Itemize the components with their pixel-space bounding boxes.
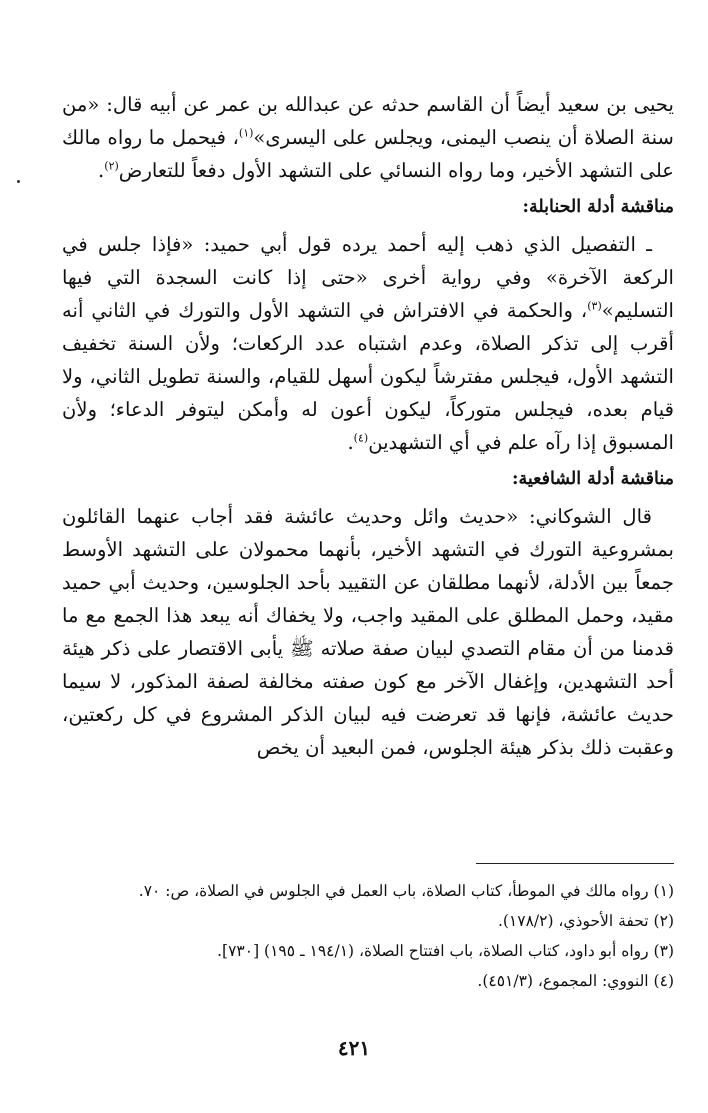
- footnote-number: (١): [653, 882, 674, 900]
- paragraph-1-text: يحيى بن سعيد أيضاً أن القاسم حدثه عن عبدالله بن عمر عن أبيه قال: «من سنة الصلاة أن ينصب اليمنى، ويجلس على اليسرى»: [62, 93, 674, 149]
- footnote-text: تحفة الأحوذي، (١٧٨/٢).: [497, 912, 649, 930]
- footnote-ref-4: (٤): [353, 431, 369, 445]
- footnote-1: [62, 876, 674, 906]
- footnote-text: النووي: المجموع، (٤٥١/٣).: [477, 972, 649, 990]
- paragraph-2: [62, 228, 674, 459]
- footnote-text: رواه أبو داود، كتاب الصلاة، باب افتتاح الصلاة، (١٩٤/١ ـ ١٩٥) [٧٣٠].: [217, 942, 649, 960]
- page-number: ٤٢١: [337, 1036, 371, 1060]
- footnote-4: [62, 966, 674, 996]
- footnote-ref-2: (٢): [104, 159, 119, 173]
- footnote-divider: [476, 863, 674, 864]
- footnote-2: [62, 906, 674, 936]
- section-heading-hanabila: مناقشة أدلة الحنابلة:: [522, 197, 674, 217]
- margin-mark: [17, 180, 20, 183]
- paragraph-1-end: .: [98, 159, 105, 182]
- footnote-number: (٢): [653, 912, 674, 930]
- paragraph-1-tail: ، فيحمل ما رواه مالك على التشهد الأخير، وما رواه النسائي على التشهد الأول دفعاً للتعارض: [62, 126, 674, 182]
- footnote-ref-3: (٣): [587, 299, 602, 313]
- paragraph-1: [62, 88, 674, 187]
- footnote-3: [62, 936, 674, 966]
- paragraph-2-text: ـ التفصيل الذي ذهب إليه أحمد يرده قول أبي حميد: «فإذا جلس في الركعة الآخرة» وفي رواية أخرى «حتى إذا كانت السجدة التي فيها التسليم»: [62, 233, 674, 322]
- footnote-ref-1: (١): [238, 126, 254, 140]
- section-heading-shafiiyya: مناقشة أدلة الشافعية:: [512, 469, 674, 489]
- page-body: [62, 88, 674, 764]
- paragraph-2-end: .: [347, 431, 354, 454]
- footnote-text: رواه مالك في الموطأ، كتاب الصلاة، باب العمل في الجلوس في الصلاة، ص: ٧٠.: [138, 882, 649, 900]
- footnote-number: (٤): [653, 972, 674, 990]
- paragraph-2-tail: ، والحكمة في الافتراش في التشهد الأول والتورك في الثاني أنه أقرب إلى تذكر الصلاة، وعدم اشتباه عدد الركعات؛ ولأن السنة تخفيف التشهد الأول، فيجلس مفترشاً ليكون أسهل للقيام، والسنة تطويل الثاني، ولا قيام بعده، فيجلس متوركاً، ليكون أعون له وأمكن ليتوفر الدعاء؛ ولأن المسبوق إذا رآه علم في أي التشهدين: [62, 299, 674, 454]
- footnotes: [62, 876, 674, 996]
- footnote-number: (٣): [653, 942, 674, 960]
- paragraph-3: قال الشوكاني: «حديث وائل وحديث عائشة فقد أجاب عنهما القائلون بمشروعية التورك في التشهد الأخير، بأنهما محمولان على التشهد الأوسط جمعاً بين الأدلة، لأنهما مطلقان عن التقييد بأحد الجلوسين، وحديث أبي حميد مقيد، وحمل المطلق على المقيد واجب، ولا يخفاك أنه يبعد هذا الجمع مع ما قدمنا من أن مقام التصدي لبيان صفة صلاته ﷺ يأبى الاقتصار على ذكر هيئة أحد التشهدين، وإغفال الآخر مع كون صفته مخالفة لصفة المذكور، لا سيما حديث عائشة، فإنها قد تعرضت فيه لبيان الذكر المشروع في كل ركعتين، وعقبت ذلك بذكر هيئة الجلوس، فمن البعيد أن يخص: [62, 505, 674, 759]
